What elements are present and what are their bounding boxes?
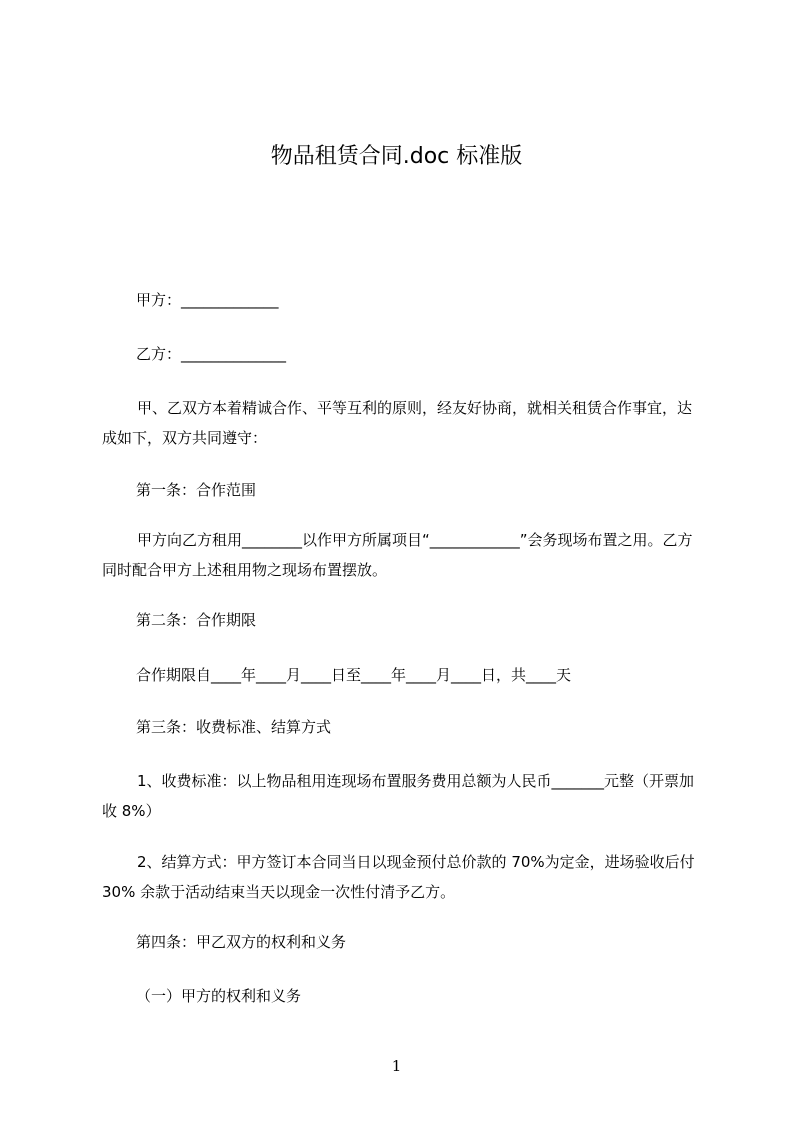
article1-body: 甲方向乙方租用________以作甲方所属项目“____________”会务现场布置之用。乙方同时配合甲方上述租用物之现场布置摆放。 (102, 531, 693, 579)
article3-item2: 2、结算方式：甲方签订本合同当日以现金预付总价款的 70%为定金，进场验收后付 30% 余款于活动结束当天以现金一次性付清予乙方。 (102, 853, 695, 901)
article3-heading: 第三条：收费标准、结算方式 (136, 718, 332, 736)
article1-heading: 第一条：合作范围 (136, 481, 257, 499)
party-b-line: 乙方：______________ (136, 345, 287, 363)
document-title: 物品租赁合同.doc 标准版 (270, 144, 523, 169)
page-number: 1 (391, 1057, 402, 1075)
article2-heading: 第二条：合作期限 (136, 611, 257, 629)
article4-subheading: （一）甲方的权利和义务 (136, 987, 302, 1005)
party-a-line: 甲方：_____________ (136, 291, 279, 309)
article3-item1: 1、收费标准：以上物品租用连现场布置服务费用总额为人民币_______元整（开票加收 8%） (102, 772, 695, 820)
article2-body: 合作期限自____年____月____日至____年____月____日，共____天 (136, 666, 572, 684)
intro-paragraph: 甲、乙双方本着精诚合作、平等互利的原则，经友好协商，就相关租赁合作事宜，达成如下，双方共同遵守： (102, 399, 693, 447)
article4-heading: 第四条：甲乙双方的权利和义务 (136, 933, 347, 951)
